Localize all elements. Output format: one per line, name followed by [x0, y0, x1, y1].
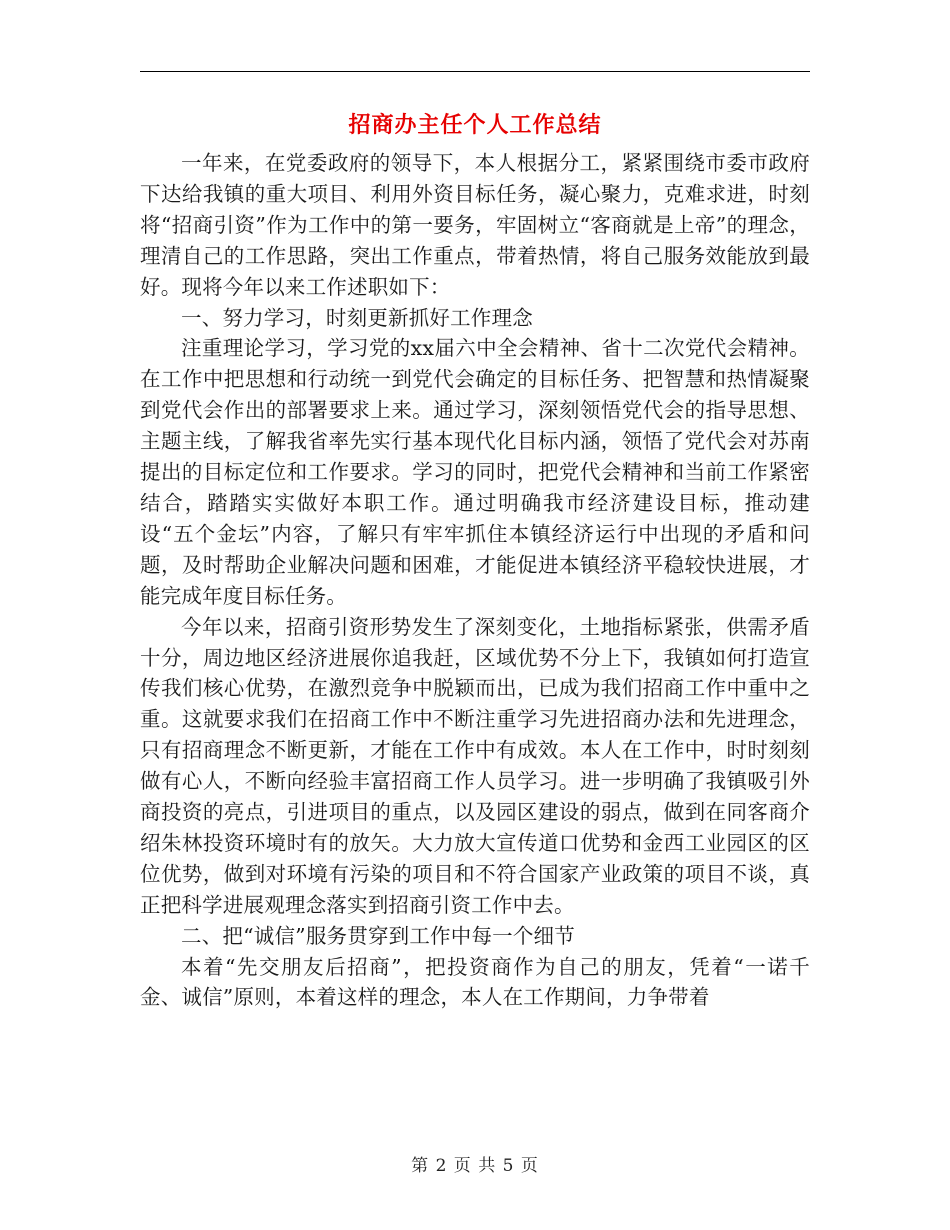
intro-paragraph: 一年来，在党委政府的领导下，本人根据分工，紧紧围绕市委市政府下达给我镇的重大项目、利用外资目标任务，凝心聚力，克难求进，时刻将“招商引资”作为工作中的第一要务，牢固树立“客商就是上帝”的理念，理清自己的工作思路，突出工作重点，带着热情，将自己服务效能放到最好。现将今年以来工作述职如下： — [140, 151, 810, 299]
body-paragraph: 今年以来，招商引资形势发生了深刻变化，土地指标紧张，供需矛盾十分，周边地区经济进展你追我赶，区域优势不分上下，我镇如何打造宣传我们核心优势，在激烈竞争中脱颖而出，已成为我们招商工作中重中之重。这就要求我们在招商工作中不断注重学习先进招商办法和先进理念，只有招商理念不断更新，才能在工作中有成效。本人在工作中，时时刻刻做有心人，不断向经验丰富招商工作人员学习。进一步明确了我镇吸引外商投资的亮点，引进项目的重点，以及园区建设的弱点，做到在同客商介绍朱林投资环境时有的放矢。大力放大宣传道口优势和金西工业园区的区位优势，做到对环境有污染的项目和不符合国家产业政策的项目不谈，真正把科学进展观理念落实到招商引资工作中去。 — [140, 614, 810, 917]
document-body — [140, 148, 810, 1013]
section-heading-1: 一、努力学习，时刻更新抓好工作理念 — [181, 305, 533, 330]
section-heading-2: 二、把“诚信”服务贯穿到工作中每一个细节 — [181, 923, 575, 948]
header-rule — [140, 71, 810, 72]
page-footer: 第 2 页 共 5 页 — [411, 1156, 539, 1176]
body-paragraph: 注重理论学习，学习党的xx届六中全会精神、省十二次党代会精神。在工作中把思想和行动统一到党代会确定的目标任务、把智慧和热情凝聚到党代会作出的部署要求上来。通过学习，深刻领悟党代会的指导思想、主题主线，了解我省率先实行基本现代化目标内涵，领悟了党代会对苏南提出的目标定位和工作要求。学习的同时，把党代会精神和当前工作紧密结合，踏踏实实做好本职工作。通过明确我市经济建设目标，推动建设“五个金坛”内容，了解只有牢牢抓住本镇经济运行中出现的矛盾和问题，及时帮助企业解决问题和困难，才能促进本镇经济平稳较快进展，才能完成年度目标任务。 — [140, 336, 810, 608]
document-title: 招商办主任个人工作总结 — [348, 113, 602, 138]
body-paragraph: 本着“先交朋友后招商”，把投资商作为自己的朋友，凭着“一诺千金、诚信”原则，本着这样的理念，本人在工作期间，力争带着 — [140, 954, 810, 1010]
